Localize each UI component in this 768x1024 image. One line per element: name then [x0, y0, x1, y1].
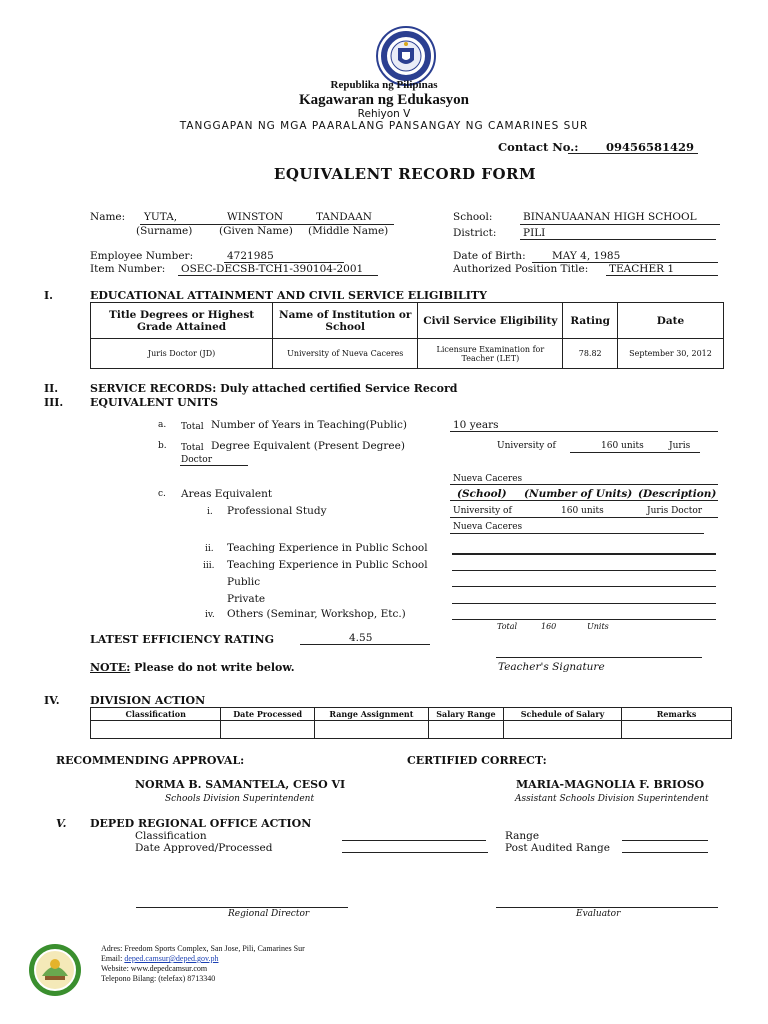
eligibility-col-date: Date — [617, 303, 723, 339]
item-b-doctor: Doctor — [181, 455, 213, 465]
item-iv-text: Others (Seminar, Workshop, Etc.) — [227, 608, 406, 620]
district-label: District: — [453, 227, 497, 239]
division-action-table — [90, 707, 732, 739]
item-c-label: c. — [158, 489, 166, 499]
table-cell — [428, 721, 503, 739]
section1-title: EDUCATIONAL ATTAINMENT AND CIVIL SERVICE ELIGIBILITY — [90, 289, 487, 302]
section4-title: DIVISION ACTION — [90, 694, 206, 707]
table-cell: 78.82 — [563, 339, 618, 369]
given-caption: (Given Name) — [219, 225, 293, 237]
eligibility-col-rating: Rating — [563, 303, 618, 339]
assistant-superintendent-title: Assistant Schools Division Superintendent — [515, 794, 709, 804]
item-i-nueva: Nueva Caceres — [453, 522, 523, 532]
header-republic: Republika ng Pilipinas — [330, 79, 438, 91]
table-cell: Licensure Examination for Teacher (LET) — [418, 339, 563, 369]
contact-value: 09456581429 — [606, 140, 695, 154]
total-value: 160 — [541, 622, 557, 631]
header-description: (Description) — [638, 488, 717, 500]
certified-correct-label: CERTIFIED CORRECT: — [407, 754, 547, 767]
school-label: School: — [453, 211, 493, 223]
efficiency-value: 4.55 — [349, 632, 373, 644]
table-cell: September 30, 2012 — [617, 339, 723, 369]
employee-number-value: 4721985 — [227, 250, 274, 262]
division-col-range-assignment: Range Assignment — [314, 708, 428, 721]
school-value: BINANUAANAN HIGH SCHOOL — [523, 211, 697, 223]
item-b-units: 160 units — [601, 441, 644, 451]
division-col-salary-range: Salary Range — [428, 708, 503, 721]
item-iii-text: Teaching Experience in Public School — [227, 559, 428, 571]
regional-classification-label: Classification — [135, 830, 207, 842]
item-b-university: University of — [497, 441, 556, 451]
item-ii-text: Teaching Experience in Public School — [227, 542, 428, 554]
item-b-nueva: Nueva Caceres — [453, 474, 523, 484]
division-col-remarks: Remarks — [622, 708, 732, 721]
regional-date-approved-label: Date Approved/Processed — [135, 842, 273, 854]
district-value: PILI — [523, 227, 546, 239]
item-i-text: Professional Study — [227, 505, 327, 517]
contact-label: Contact No.: — [498, 140, 579, 154]
evaluator-caption: Evaluator — [576, 909, 621, 919]
division-logo-icon — [28, 943, 82, 997]
item-a-value: 10 years — [453, 419, 499, 431]
section5-num: V. — [56, 817, 67, 830]
table-cell — [503, 721, 621, 739]
table-cell — [622, 721, 732, 739]
deped-seal-icon — [376, 26, 436, 86]
item-number-label: Item Number: — [90, 263, 166, 275]
footer-address: Adres: Freedom Sports Complex, San Jose, Pili, Camarines Sur — [101, 944, 305, 953]
superintendent-name: NORMA B. SAMANTELA, CESO VI — [135, 778, 346, 791]
note — [90, 661, 295, 674]
item-iii-label: iii. — [203, 561, 215, 571]
surname-value: YUTA, — [144, 211, 178, 223]
item-b-total: Total — [181, 443, 204, 453]
section4-num: IV. — [44, 694, 60, 707]
middle-caption: (Middle Name) — [308, 225, 389, 237]
dob-label: Date of Birth: — [453, 250, 526, 262]
section3-num: III. — [44, 396, 64, 409]
efficiency-label: LATEST EFFICIENCY RATING — [90, 633, 274, 646]
header-school: (School) — [457, 488, 507, 500]
item-c-text: Areas Equivalent — [181, 488, 273, 500]
section1-num: I. — [44, 289, 53, 302]
footer-email — [101, 954, 218, 963]
header-region: Rehiyon V — [357, 108, 411, 120]
recommending-approval-label: RECOMMENDING APPROVAL: — [56, 754, 245, 767]
position-value: TEACHER 1 — [609, 263, 675, 275]
item-a-text: Number of Years in Teaching(Public) — [211, 419, 407, 431]
form-title: EQUIVALENT RECORD FORM — [273, 165, 537, 183]
item-a-total: Total — [181, 422, 204, 432]
eligibility-col-degree: Title Degrees or Highest Grade Attained — [91, 303, 273, 339]
item-b-text: Degree Equivalent (Present Degree) — [211, 440, 405, 452]
division-col-date-processed: Date Processed — [221, 708, 314, 721]
header-units: (Number of Units) — [524, 488, 633, 500]
item-iv-label: iv. — [205, 610, 215, 620]
note-text: Please do not write below. — [134, 661, 295, 674]
footer-phone: Telepono Bilang: (telefax) 8713340 — [101, 974, 216, 983]
item-b-juris: Juris — [669, 441, 691, 451]
header-office: TANGGAPAN NG MGA PAARALANG PANSANGAY NG CAMARINES SUR — [179, 120, 589, 132]
regional-range-label: Range — [505, 830, 540, 842]
item-ii-label: ii. — [205, 544, 214, 554]
superintendent-title: Schools Division Superintendent — [165, 794, 315, 804]
given-name-value: WINSTON — [227, 211, 284, 223]
regional-director-caption: Regional Director — [228, 909, 310, 919]
footer-website: Website: www.depedcamsur.com — [101, 964, 208, 973]
total-units: Units — [587, 622, 609, 631]
middle-name-value: TANDAAN — [316, 211, 372, 223]
item-i-university: University of — [453, 506, 512, 516]
item-i-units: 160 units — [561, 506, 604, 516]
note-label: NOTE: — [90, 661, 131, 674]
table-cell: University of Nueva Caceres — [273, 339, 418, 369]
division-col-classification: Classification — [91, 708, 221, 721]
section5-title: DEPED REGIONAL OFFICE ACTION — [90, 817, 312, 830]
surname-caption: (Surname) — [136, 225, 193, 237]
regional-post-audited-label: Post Audited Range — [505, 842, 610, 854]
section3-title: EQUIVALENT UNITS — [90, 396, 219, 409]
item-b-label: b. — [158, 441, 167, 451]
item-i-description: Juris Doctor — [647, 506, 703, 516]
table-cell — [314, 721, 428, 739]
position-label: Authorized Position Title: — [453, 263, 589, 275]
item-private: Private — [227, 593, 266, 605]
employee-number-label: Employee Number: — [90, 250, 194, 262]
assistant-superintendent-name: MARIA-MAGNOLIA F. BRIOSO — [516, 778, 705, 791]
header-department: Kagawaran ng Edukasyon — [298, 92, 470, 108]
eligibility-table — [90, 302, 724, 369]
item-number-value: OSEC-DECSB-TCH1-390104-2001 — [181, 263, 364, 275]
table-cell — [91, 721, 221, 739]
teacher-signature-caption: Teacher's Signature — [498, 661, 605, 673]
footer-email-link[interactable]: deped.camsur@deped.gov.ph — [124, 954, 219, 963]
table-cell: Juris Doctor (JD) — [91, 339, 273, 369]
eligibility-col-institution: Name of Institution or School — [273, 303, 418, 339]
name-label: Name: — [90, 211, 126, 223]
division-col-schedule-salary: Schedule of Salary — [503, 708, 621, 721]
item-public: Public — [227, 576, 261, 588]
item-i-label: i. — [207, 507, 213, 517]
footer-email-label: Email: — [101, 954, 123, 963]
total-label: Total — [497, 622, 518, 631]
item-a-label: a. — [158, 420, 167, 430]
eligibility-col-eligibility: Civil Service Eligibility — [418, 303, 563, 339]
section2-num: II. — [44, 382, 59, 395]
dob-value: MAY 4, 1985 — [552, 250, 621, 262]
table-cell — [221, 721, 314, 739]
section2-title: SERVICE RECORDS: Duly attached certified Service Record — [90, 382, 458, 395]
